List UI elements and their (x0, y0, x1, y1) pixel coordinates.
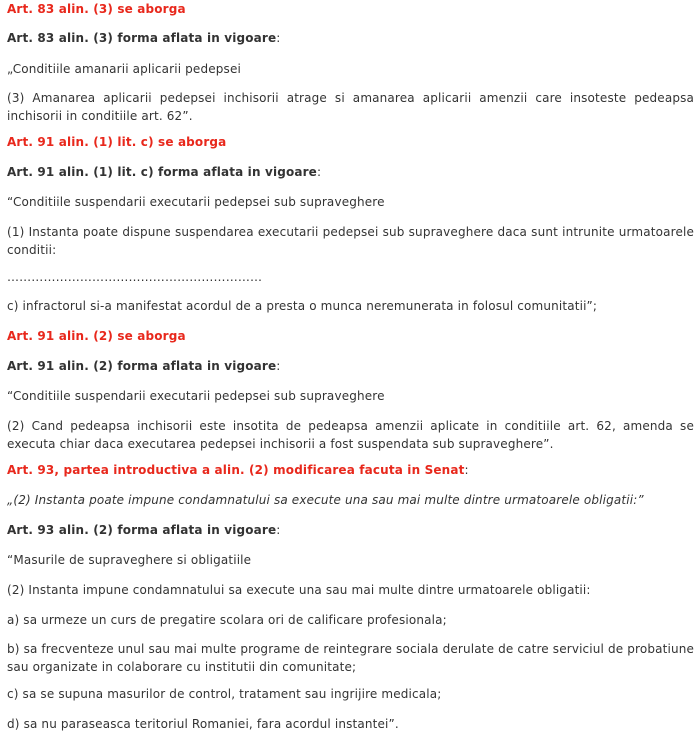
heading-art93-alin2-current: Art. 93 alin. (2) forma aflata in vigoare: (7, 523, 281, 537)
heading-art91-alin1-litc-current: Art. 91 alin. (1) lit. c) forma aflata in vigoare: (7, 165, 322, 179)
heading-art83-alin3-current: Art. 83 alin. (3) forma aflata in vigoare: (7, 31, 281, 45)
art93-title: “Masurile de supraveghere si obligatiile (7, 553, 252, 567)
ellipsis-separator: ……………………………………………………… (7, 270, 263, 284)
heading-art91-alin1-litc-repealed: Art. 91 alin. (1) lit. c) se aborga (7, 135, 227, 149)
art93-alin2-senate-text: „(2) Instanta poate impune condamnatului sa execute una sau mai multe dintre urmatoarele obligatii:” (7, 493, 644, 507)
art93-alin2-text: (2) Instanta impune condamnatului sa execute una sau mai multe dintre urmatoarele obligatii: (7, 583, 591, 597)
art93-alin2-lita: a) sa urmeze un curs de pregatire scolara ori de calificare profesionala; (7, 613, 447, 627)
art93-alin2-litc: c) sa se supuna masurilor de control, tratament sau ingrijire medicala; (7, 687, 442, 701)
heading-art93-senate-modification: Art. 93, partea introductiva a alin. (2) modificarea facuta in Senat: (7, 463, 469, 477)
heading-art83-alin3-repealed: Art. 83 alin. (3) se aborga (7, 2, 186, 16)
art91-title-2: “Conditiile suspendarii executarii pedepsei sub supraveghere (7, 389, 385, 403)
art83-title: „Conditiile amanarii aplicarii pedepsei (7, 62, 241, 76)
art83-alin3-text: (3) Amanarea aplicarii pedepsei inchisorii atrage si amanarea aplicarii amenzii care insoteste pedeapsa inchisorii in conditiile art. 62”. (7, 91, 694, 123)
art91-alin1-litc-text: c) infractorul si-a manifestat acordul de a presta o munca neremunerata in folosul comunitatii”; (7, 299, 598, 313)
art91-alin2-text: (2) Cand pedeapsa inchisorii este insotita de pedeapsa amenzii aplicate in conditiile art. 62, amenda se executa chiar daca executarea pedepsei inchisorii a fost suspendata sub supraveghere”. (7, 419, 694, 451)
art93-alin2-litd: d) sa nu paraseasca teritoriul Romaniei, fara acordul instantei”. (7, 717, 399, 731)
heading-art91-alin2-repealed: Art. 91 alin. (2) se aborga (7, 329, 186, 343)
art93-alin2-litb: b) sa frecventeze unul sau mai multe programe de reintegrare sociala derulate de catre serviciul de probatiune sau organizate in colaborare cu institutii din comunitate; (7, 642, 694, 674)
art91-alin1-text: (1) Instanta poate dispune suspendarea executarii pedepsei sub supraveghere daca sunt intrunite urmatoarele conditii: (7, 225, 694, 257)
heading-art91-alin2-current: Art. 91 alin. (2) forma aflata in vigoare: (7, 359, 281, 373)
art91-title: “Conditiile suspendarii executarii pedepsei sub supraveghere (7, 195, 385, 209)
